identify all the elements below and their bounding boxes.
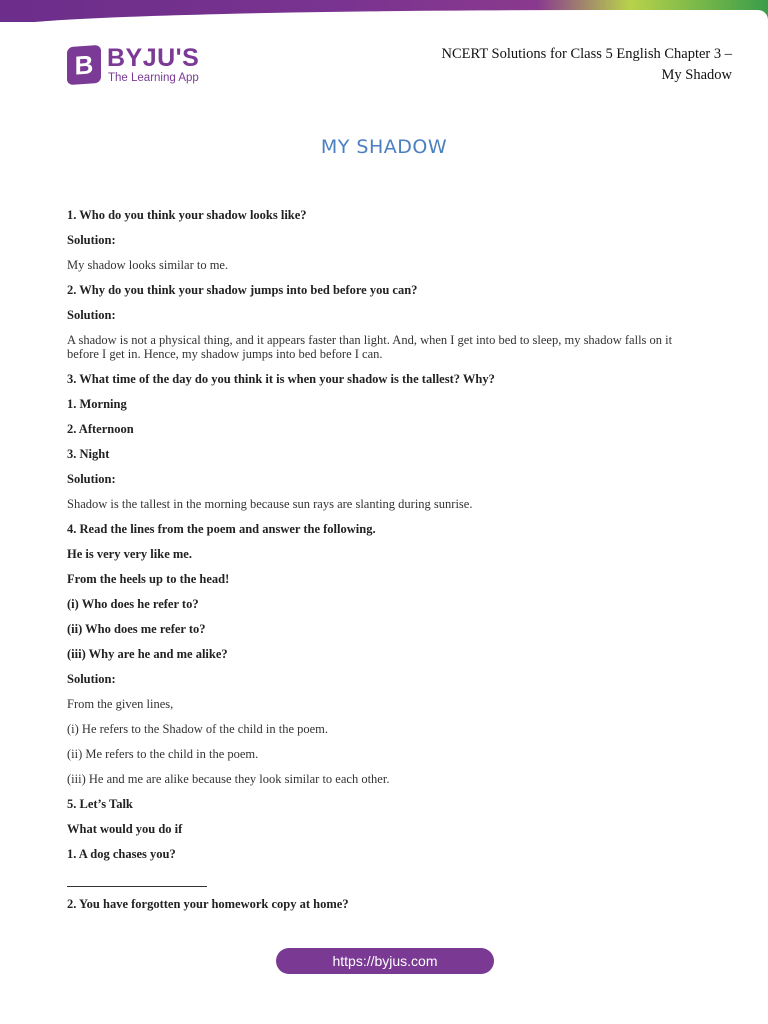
answer-text: (iii) He and me are alike because they look similar to each other.: [67, 772, 390, 786]
document-header: [442, 44, 732, 86]
question-line: Solution:: [67, 233, 116, 247]
answer-text: From the given lines,: [67, 697, 174, 711]
question-line: 3. What time of the day do you think it is when your shadow is the tallest? Why?: [67, 372, 495, 386]
answer-text: Shadow is the tallest in the morning because sun rays are slanting during sunrise.: [67, 497, 473, 511]
question-line: 3. Night: [67, 447, 110, 461]
question-line: 1. Morning: [67, 397, 127, 411]
answer-text: (i) He refers to the Shadow of the child in the poem.: [67, 722, 329, 736]
byjus-logo[interactable]: [67, 44, 207, 88]
answer-text: My shadow looks similar to me.: [67, 258, 229, 272]
footer-url-link[interactable]: https://byjus.com: [276, 948, 494, 974]
question-line: He is very very like me.: [67, 547, 192, 561]
header-line-2: My Shadow: [661, 67, 732, 83]
header-line-1: NCERT Solutions for Class 5 English Chapter 3 –: [441, 46, 732, 62]
question-line: What would you do if: [67, 822, 183, 836]
page-title: MY SHADOW: [320, 136, 448, 158]
answer-text: (ii) Me refers to the child in the poem.: [67, 747, 259, 761]
question-line: 2. You have forgotten your homework copy at home?: [67, 897, 349, 911]
question-line: (iii) Why are he and me alike?: [67, 647, 228, 661]
answer-text: A shadow is not a physical thing, and it appears faster than light. And, when I get into bed to sleep, my shadow falls on it before I get in. Hence, my shadow jumps into bed before I can.: [67, 333, 673, 361]
question-line: From the heels up to the head!: [67, 572, 230, 586]
question-line: 4. Read the lines from the poem and answer the following.: [67, 522, 376, 536]
top-decorative-bar: [0, 0, 768, 22]
question-line: Solution:: [67, 472, 116, 486]
question-line: 5. Let’s Talk: [67, 797, 133, 811]
content-list: [67, 208, 707, 861]
logo-brand-name: BYJU'S: [107, 44, 200, 72]
question-line: 2. Why do you think your shadow jumps into bed before you can?: [67, 283, 418, 297]
question-line: 1. Who do you think your shadow looks like?: [67, 208, 307, 222]
logo-tagline: The Learning App: [108, 72, 199, 84]
question-line: 1. A dog chases you?: [67, 847, 176, 861]
question-line: (ii) Who does me refer to?: [67, 622, 206, 636]
answer-blank-line: [67, 872, 207, 887]
logo-mark: B: [67, 45, 101, 85]
question-line: Solution:: [67, 308, 116, 322]
question-line: 2. Afternoon: [67, 422, 134, 436]
question-line: (i) Who does he refer to?: [67, 597, 199, 611]
document-body: [67, 208, 707, 922]
question-line: Solution:: [67, 672, 116, 686]
